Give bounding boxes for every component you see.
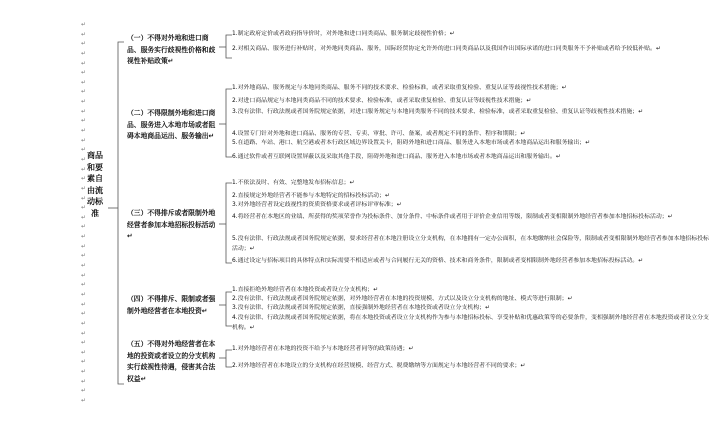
paragraph-mark: ↵ xyxy=(81,30,87,38)
category-title-5: （五）不得对外地经营者在本地的投资或者设立的分支机构实行歧视性待遇，侵害其合法权益↵ xyxy=(127,340,216,383)
paragraph-mark: ↵ xyxy=(81,98,87,106)
item-4-2: 2.没有法律、行政法规或者国务院规定依据，对外地经营者在本地的投资规模、方式以及设立分支机构的地址、模式等进行限制；↵ xyxy=(232,296,573,302)
item-1-2: 2.对相关商品、服务进行补贴时，对外地同类商品、服务，国际经贸协定允许外的进口同类商品以及我国作出国际承诺的进口同类服务不予补贴或者给予较低补贴。↵ xyxy=(232,46,661,52)
paragraph-mark: ↵ xyxy=(81,223,87,231)
paragraph-mark: ↵ xyxy=(81,319,87,327)
item-3-3: 3.对外地经营者设定歧视性的资质资格要求或者评标评审标准；↵ xyxy=(232,202,402,208)
paragraph-mark: ↵ xyxy=(81,281,87,289)
paragraph-mark: ↵ xyxy=(81,329,87,337)
item-4-1: 1.直接拒绝外地经营者在本地投资或者设立分支机构；↵ xyxy=(232,287,379,293)
paragraph-mark: ↵ xyxy=(81,300,87,308)
paragraph-mark: ↵ xyxy=(81,233,87,241)
paragraph-mark: ↵ xyxy=(81,49,87,57)
paragraph-mark: ↵ xyxy=(81,262,87,270)
item-2-2: 2.对进口商品规定与本地同类商品不同的技术要求、检验标准，或者采取重复检验、重复认证等歧视性技术措施；↵ xyxy=(232,98,532,104)
paragraph-mark: ↵ xyxy=(81,242,87,250)
item-4-4: 4.没有法律、行政法规或者国务院规定依据，将在本地投资或者设立分支机构作为参与本地招标投标、享受补贴和优惠政策等的必要条件，变相强制外地经营者在本地投资或者设立分支机构。↵ xyxy=(232,315,709,331)
paragraph-mark: ↵ xyxy=(81,88,87,96)
paragraph-mark: ↵ xyxy=(81,155,87,163)
paragraph-mark: ↵ xyxy=(81,184,87,192)
paragraph-mark: ↵ xyxy=(81,358,87,366)
paragraph-mark: ↵ xyxy=(81,127,87,135)
paragraph-mark: ↵ xyxy=(81,339,87,347)
item-2-4: 4.设置专门针对外地和进口商品、服务的专营、专卖、审批、许可、备案，或者规定不同的条件、程序和期限；↵ xyxy=(232,131,526,137)
paragraph-mark: ↵ xyxy=(81,290,87,298)
paragraph-mark: ↵ xyxy=(81,348,87,356)
item-3-4: 4.将经营者在本地区的业绩、所获得的奖项荣誉作为投标条件、加分条件、中标条件或者用于评价企业信用等级，限制或者变相限制外地经营者参加本地招标投标活动；↵ xyxy=(232,214,673,220)
paragraph-mark: ↵ xyxy=(81,368,87,376)
item-2-3: 3.没有法律、行政法规或者国务院规定依据，对进口服务规定与本地同类服务不同的技术要求、检验标准，或者采取重复检验、重复认证等歧视性技术措施；↵ xyxy=(232,109,644,115)
paragraph-mark: ↵ xyxy=(81,194,87,202)
category-title-3: （三）不得排斥或者限制外地经营者参加本地招标投标活动↵ xyxy=(127,209,216,241)
paragraph-mark: ↵ xyxy=(81,59,87,67)
category-title-1: （一）不得对外地和进口商品、服务实行歧视性价格和歧视性补贴政策↵ xyxy=(127,34,216,66)
paragraph-mark: ↵ xyxy=(81,78,87,86)
item-2-6: 6.通过软件或者互联网设置屏蔽以及采取其他手段，阻碍外地和进口商品、服务进入本地市场或者本地商品运出和服务输出。↵ xyxy=(232,154,561,160)
item-3-5: 5.没有法律、行政法规或者国务院规定依据，要求经营者在本地注册设立分支机构，在本地拥有一定办公面积，在本地缴纳社会保险等，限制或者变相限制外地经营者参加本地招标投标活动；↵ xyxy=(232,236,709,252)
item-5-2: 2.对外地经营者在本地设立的分支机构在经营规模、经营方式、税费缴纳等方面规定与本地经营者不同的要求；↵ xyxy=(232,363,526,369)
item-1-1: 1.制定政府定价或者政府指导价时，对外地和进口同类商品、服务制定歧视性价格；↵ xyxy=(232,31,455,37)
paragraph-mark: ↵ xyxy=(81,40,87,48)
paragraph-mark: ↵ xyxy=(81,175,87,183)
paragraph-mark: ↵ xyxy=(81,271,87,279)
paragraph-mark: ↵ xyxy=(81,252,87,260)
item-2-5: 5.在道路、车站、港口、航空港或者本行政区域边界设置关卡，阻碍外地和进口商品、服务进入本地市场或者本地商品运出和服务输出；↵ xyxy=(232,140,591,146)
paragraph-mark: ↵ xyxy=(81,397,87,404)
paragraph-mark: ↵ xyxy=(81,69,87,77)
main-label: 商品和要素自由流动标准 xyxy=(87,151,103,218)
paragraph-mark: ↵ xyxy=(81,146,87,154)
item-4-3: 3.没有法律、行政法规或者国务院规定依据，直接强制外地经营者在本地投资或者设立分支机构；↵ xyxy=(232,305,490,311)
paragraph-mark: ↵ xyxy=(81,310,87,318)
item-5-1: 1.对外地经营者在本地的投资不给予与本地经营者同等的政策待遇；↵ xyxy=(232,346,414,352)
item-3-1: 1.不依法及时、有效、完整地发布招标信息；↵ xyxy=(232,180,355,186)
item-2-1: 1.对外地商品、服务规定与本地同类商品、服务不同的技术要求、检验标准，或者采取重复检验、重复认证等歧视性技术措施；↵ xyxy=(232,85,567,91)
paragraph-mark: ↵ xyxy=(81,387,87,395)
category-title-4: （四）不得排斥、限制或者强制外地经营者在本地投资↵ xyxy=(127,295,216,315)
item-3-6: 6.通过设定与招标项目的具体特点和实际需要不相适应或者与合同履行无关的资格、技术和商务条件，限制或者变相限制外地经营者参加本地招标投标活动。↵ xyxy=(232,258,644,264)
paragraph-mark: ↵ xyxy=(81,213,87,221)
paragraph-mark: ↵ xyxy=(81,107,87,115)
category-title-2: （二）不得限制外地和进口商品、服务进入本地市场或者阻碍本地商品运出、服务输出↵ xyxy=(127,109,216,141)
paragraph-mark: ↵ xyxy=(81,204,87,212)
paragraph-mark: ↵ xyxy=(81,165,87,173)
paragraph-mark: ↵ xyxy=(81,117,87,125)
paragraph-mark: ↵ xyxy=(81,377,87,385)
paragraph-mark: ↵ xyxy=(81,136,87,144)
item-3-2: 2.直接规定外地经营者不能参与本地特定的招标投标活动；↵ xyxy=(232,193,390,199)
paragraph-mark: ↵ xyxy=(81,21,87,28)
